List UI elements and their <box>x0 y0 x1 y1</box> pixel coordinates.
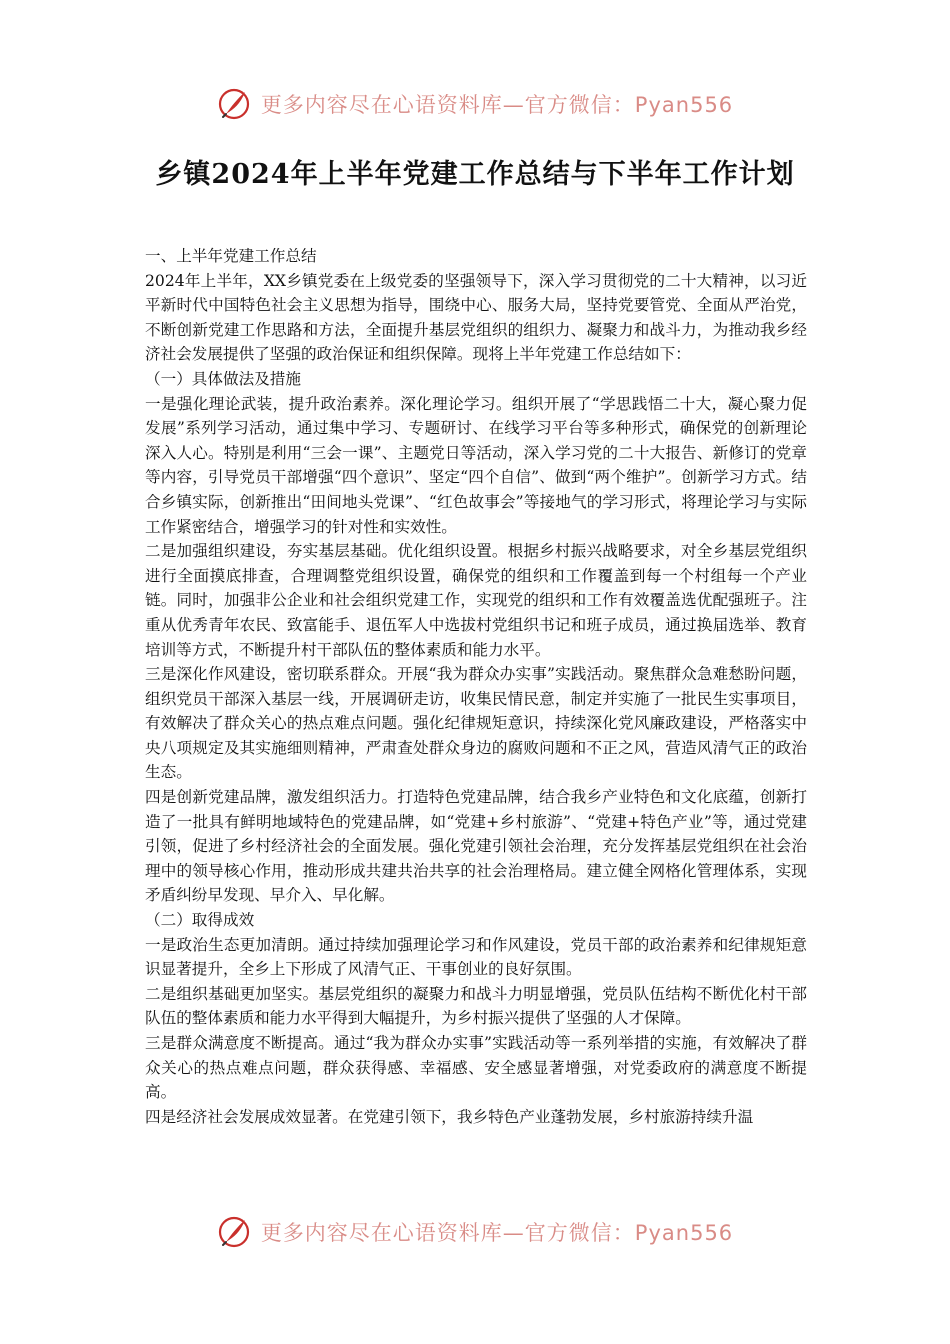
paragraph: 三是群众满意度不断提高。通过“我为群众办实事”实践活动等一系列举措的实施，有效解决了群众关心的热点难点问题，群众获得感、幸福感、安全感显著增强，对党委政府的满意度不断提高。 <box>145 1034 807 1102</box>
watermark-footer <box>0 1212 950 1252</box>
paragraph: 一是强化理论武装，提升政治素养。深化理论学习。组织开展了“学思践悟二十大，凝心聚力促发展”系列学习活动，通过集中学习、专题研讨、在线学习平台等多种形式，确保党的创新理论深入人心。特别是利用“三会一课”、主题党日等活动，深入学习党的二十大报告、新修订的党章等内容，引导党员干部增强“四个意识”、坚定“四个自信”、做到“两个维护”。创新学习方式。结合乡镇实际，创新推出“田间地头党课”、“红色故事会”等接地气的学习形式，将理论学习与实际工作紧密结合，增强学习的针对性和实效性。 <box>145 394 807 536</box>
paragraph: 2024年上半年，XX乡镇党委在上级党委的坚强领导下，深入学习贯彻党的二十大精神，以习近平新时代中国特色社会主义思想为指导，围绕中心、服务大局，坚持党要管党、全面从严治党，不断创新党建工作思路和方法，全面提升基层党组织的组织力、凝聚力和战斗力，为推动我乡经济社会发展提供了坚强的政治保证和组织保障。现将上半年党建工作总结如下： <box>145 271 807 364</box>
quill-pen-logo-icon <box>217 87 251 121</box>
section-heading: 一、上半年党建工作总结 <box>145 247 317 265</box>
paragraph: 二是加强组织建设，夯实基层基础。优化组织设置。根据乡村振兴战略要求，对全乡基层党组织进行全面摸底排查，合理调整党组织设置，确保党的组织和工作覆盖到每一个村组每一个产业链。同时，加强非公企业和社会组织党建工作，实现党的组织和工作有效覆盖选优配强班子。注重从优秀青年农民、致富能手、退伍军人中选拔村党组织书记和班子成员，通过换届选举、教育培训等方式，不断提升村干部队伍的整体素质和能力水平。 <box>145 542 807 659</box>
watermark-header <box>0 84 950 124</box>
subsection-heading: （一）具体做法及措施 <box>145 369 301 388</box>
watermark-text: 更多内容尽在心语资料库—官方微信：Pyan556 <box>260 1221 734 1245</box>
subsection-heading: （二）取得成效 <box>145 911 255 930</box>
document-title: 乡镇2024年上半年党建工作总结与下半年工作计划 <box>155 159 795 190</box>
document-body <box>145 244 807 1129</box>
paragraph: 二是组织基础更加坚实。基层党组织的凝聚力和战斗力明显增强，党员队伍结构不断优化村干部队伍的整体素质和能力水平得到大幅提升，为乡村振兴提供了坚强的人才保障。 <box>145 984 807 1028</box>
quill-pen-logo-icon <box>217 1215 251 1249</box>
paragraph: 三是深化作风建设，密切联系群众。开展“我为群众办实事”实践活动。聚焦群众急难愁盼问题，组织党员干部深入基层一线，开展调研走访，收集民情民意，制定并实施了一批民生实事项目，有效解决了群众关心的热点难点问题。强化纪律规矩意识，持续深化党风廉政建设，严格落实中央八项规定及其实施细则精神，严肃查处群众身边的腐败问题和不正之风，营造风清气正的政治生态。 <box>145 665 807 782</box>
paragraph: 四是经济社会发展成效显著。在党建引领下，我乡特色产业蓬勃发展，乡村旅游持续升温 <box>145 1107 754 1126</box>
paragraph: 四是创新党建品牌，激发组织活力。打造特色党建品牌，结合我乡产业特色和文化底蕴，创新打造了一批具有鲜明地域特色的党建品牌，如“党建+乡村旅游”、“党建+特色产业”等，通过党建引领，促进了乡村经济社会的全面发展。强化党建引领社会治理，充分发挥基层党组织在社会治理中的领导核心作用，推动形成共建共治共享的社会治理格局。建立健全网格化管理体系，实现矛盾纠纷早发现、早介入、早化解。 <box>145 788 807 905</box>
paragraph: 一是政治生态更加清朗。通过持续加强理论学习和作风建设，党员干部的政治素养和纪律规矩意识显著提升，全乡上下形成了风清气正、干事创业的良好氛围。 <box>145 935 807 979</box>
watermark-text: 更多内容尽在心语资料库—官方微信：Pyan556 <box>260 93 734 117</box>
